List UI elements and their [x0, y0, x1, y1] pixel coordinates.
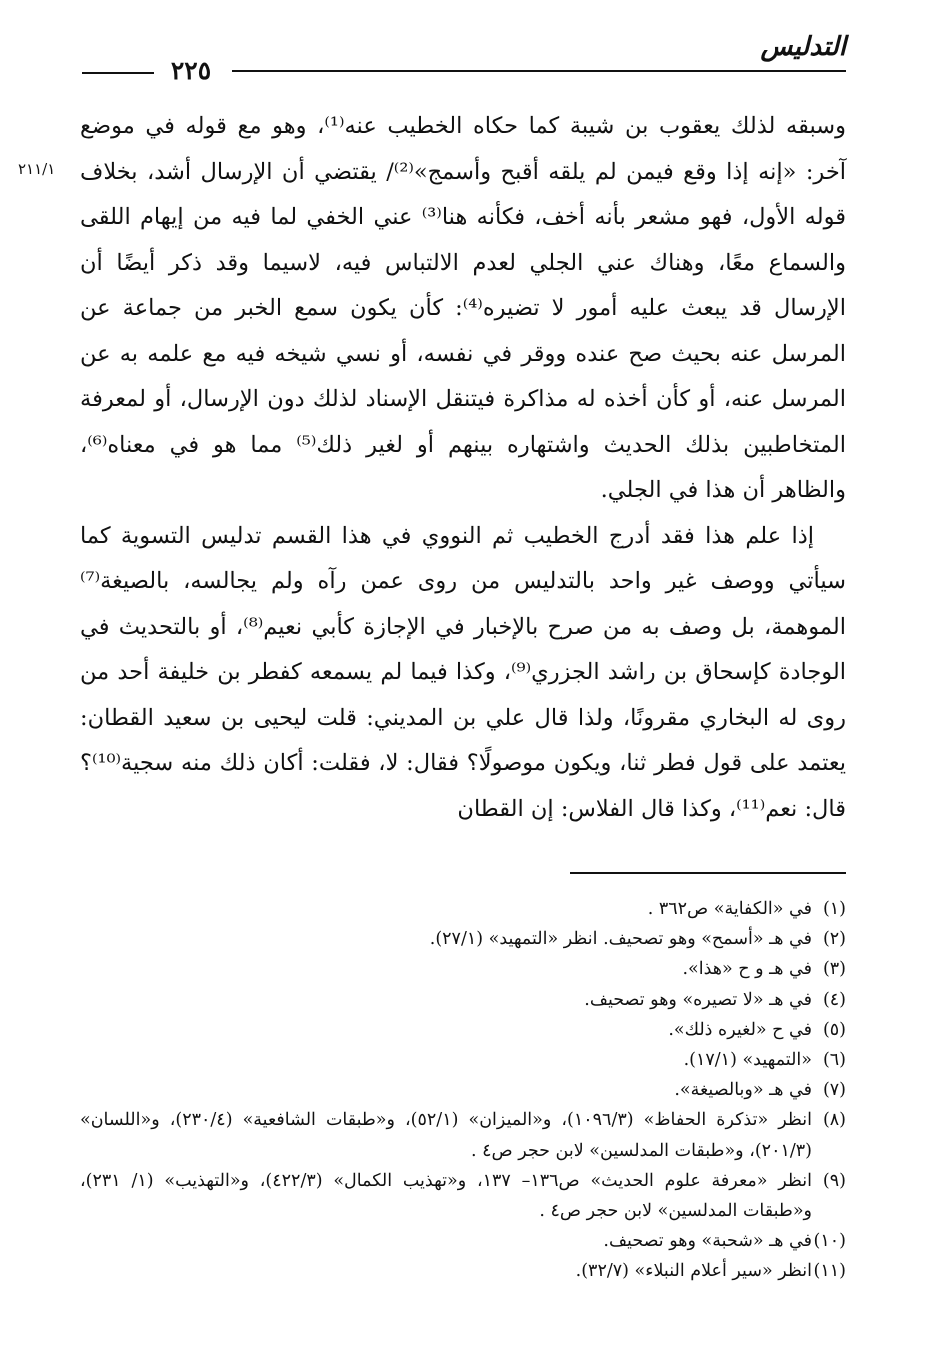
footnote-number: (٤) [822, 989, 846, 1010]
footnote-number: (٢) [822, 929, 846, 950]
footnote [80, 1015, 846, 1045]
footnote [80, 1256, 846, 1286]
body-paragraph: إذا علم هذا فقد أدرج الخطيب ثم النووي في هذا القسم تدليس التسوية كما سيأتي ووصف غير واحد بالتدليس من روى عمن رآه ولم يجالسه، بالصيغة⁽⁷⁾ الموهمة، بل وصف به من صرح بالإخبار في الإجازة كأبي نعيم⁽⁸⁾، أو بالتحديث في الوجادة كإسحاق بن راشد الجزري⁽⁹⁾، وكذا فيما لم يسمعه كفطر بن خليفة أحد من روى له البخاري مقرونًا، ولذا قال علي بن المديني: قلت ليحيى بن سعيد القطان: يعتمد على قول فطر ثنا، ويكون موصولًا؟ فقال: لا، فقلت: أكان ذلك منه سجية⁽¹⁰⁾؟ قال: نعم⁽¹¹⁾، وكذا قال الفلاس: إن القطان [80, 522, 847, 822]
footnotes [80, 894, 846, 1287]
footnote [80, 894, 846, 924]
body-paragraph: وسبقه لذلك يعقوب بن شيبة كما حكاه الخطيب عنه⁽¹⁾، وهو مع قوله في موضع آخر: «إنه إذا وقع فيمن لم يلقه أقبح وأسمج»⁽²⁾/ يقتضي أن الإرسال أشد، بخلاف قوله الأول، فهو مشعر بأنه أخف، فكأنه هنا⁽³⁾ عني الخفي لما فيه من إيهام اللقى والسماع معًا، وهناك عني الجلي لعدم الالتباس فيه، لاسيما وقد ذكر أيضًا أن الإرسال قد يبعث عليه أمور لا تضيره⁽⁴⁾: كأن يكون سمع الخبر من جماعة عن المرسل عنه بحيث صح عنده ووقر في نفسه، أو نسي شيخه فيه مع علمه به عن المرسل عنه، أو كأن أخذه له مذاكرة فيتنقل الإسناد لذلك دون الإرسال، أو لمعرفة المتخاطبين بذلك الحديث واشتهاره بينهم أو لغير ذلك⁽⁵⁾ مما هو في معناه⁽⁶⁾، والظاهر أن هذا في الجلي. [80, 113, 846, 503]
footnote [80, 954, 846, 984]
footnote-separator [570, 872, 846, 874]
footnote-text: «التمهيد» (١٧/١). [683, 1050, 812, 1071]
footnote-number: (١١) [813, 1261, 846, 1282]
footnote-text: في هـ و ح «هذا». [682, 959, 812, 980]
footnote-text: في هـ «لا تصيره» وهو تصحيف. [584, 989, 812, 1010]
footnote-number: (٩) [822, 1170, 846, 1191]
footnote [80, 1105, 846, 1165]
footnote-number: (٨) [822, 1110, 846, 1131]
footnote-text: في هـ «وبالصيغة». [674, 1080, 812, 1101]
footnote-number: (٧) [822, 1080, 846, 1101]
footnote-number: (١٠) [813, 1231, 846, 1252]
header-rule [232, 70, 846, 72]
footnote-number: (١) [822, 899, 846, 919]
footnote-number: (٣) [822, 959, 846, 980]
footnote [80, 924, 846, 954]
footnote [80, 1075, 846, 1105]
footnote [80, 1226, 846, 1256]
footnote-text: انظر «سير أعلام النبلاء» (٣٢/٧). [575, 1261, 812, 1282]
footnote-text: في ح «لغيره ذلك». [668, 1019, 812, 1040]
footnote-text: انظر «معرفة علوم الحديث» ص١٣٦– ١٣٧، و«تهذيب الكمال» (٤٢٢/٣)، و«التهذيب» (١/ ٢٣١)، و«طبقات المدلسين» لابن حجر ص٤ . [80, 1170, 812, 1222]
footnote-number: (٥) [822, 1019, 846, 1040]
footnote-text: في هـ «أسمح» وهو تصحيف. انظر «التمهيد» (٢٧/١). [429, 929, 812, 950]
main-text [80, 104, 846, 832]
footnote-text: في «الكفاية» ص٣٦٢ . [647, 899, 812, 919]
header-rule-short [82, 72, 154, 74]
footnote-text: في هـ «شحبة» وهو تصحيف. [603, 1231, 812, 1252]
margin-reference: ٢١١/١ [18, 160, 56, 178]
running-title: التدليس [760, 32, 846, 62]
footnote-text: انظر «تذكرة الحفاظ» (١٠٩٦/٣)، و«الميزان» (٥٢/١)، و«طبقات الشافعية» (٢٣٠/٤)، و«اللسان» (٢٠١/٣)، و«طبقات المدلسين» لابن حجر ص٤ . [80, 1110, 812, 1161]
footnote [80, 1166, 846, 1226]
footnote [80, 985, 846, 1015]
footnote [80, 1045, 846, 1075]
footnote-number: (٦) [822, 1050, 846, 1071]
page-number: ٢٢٥ [170, 56, 212, 85]
